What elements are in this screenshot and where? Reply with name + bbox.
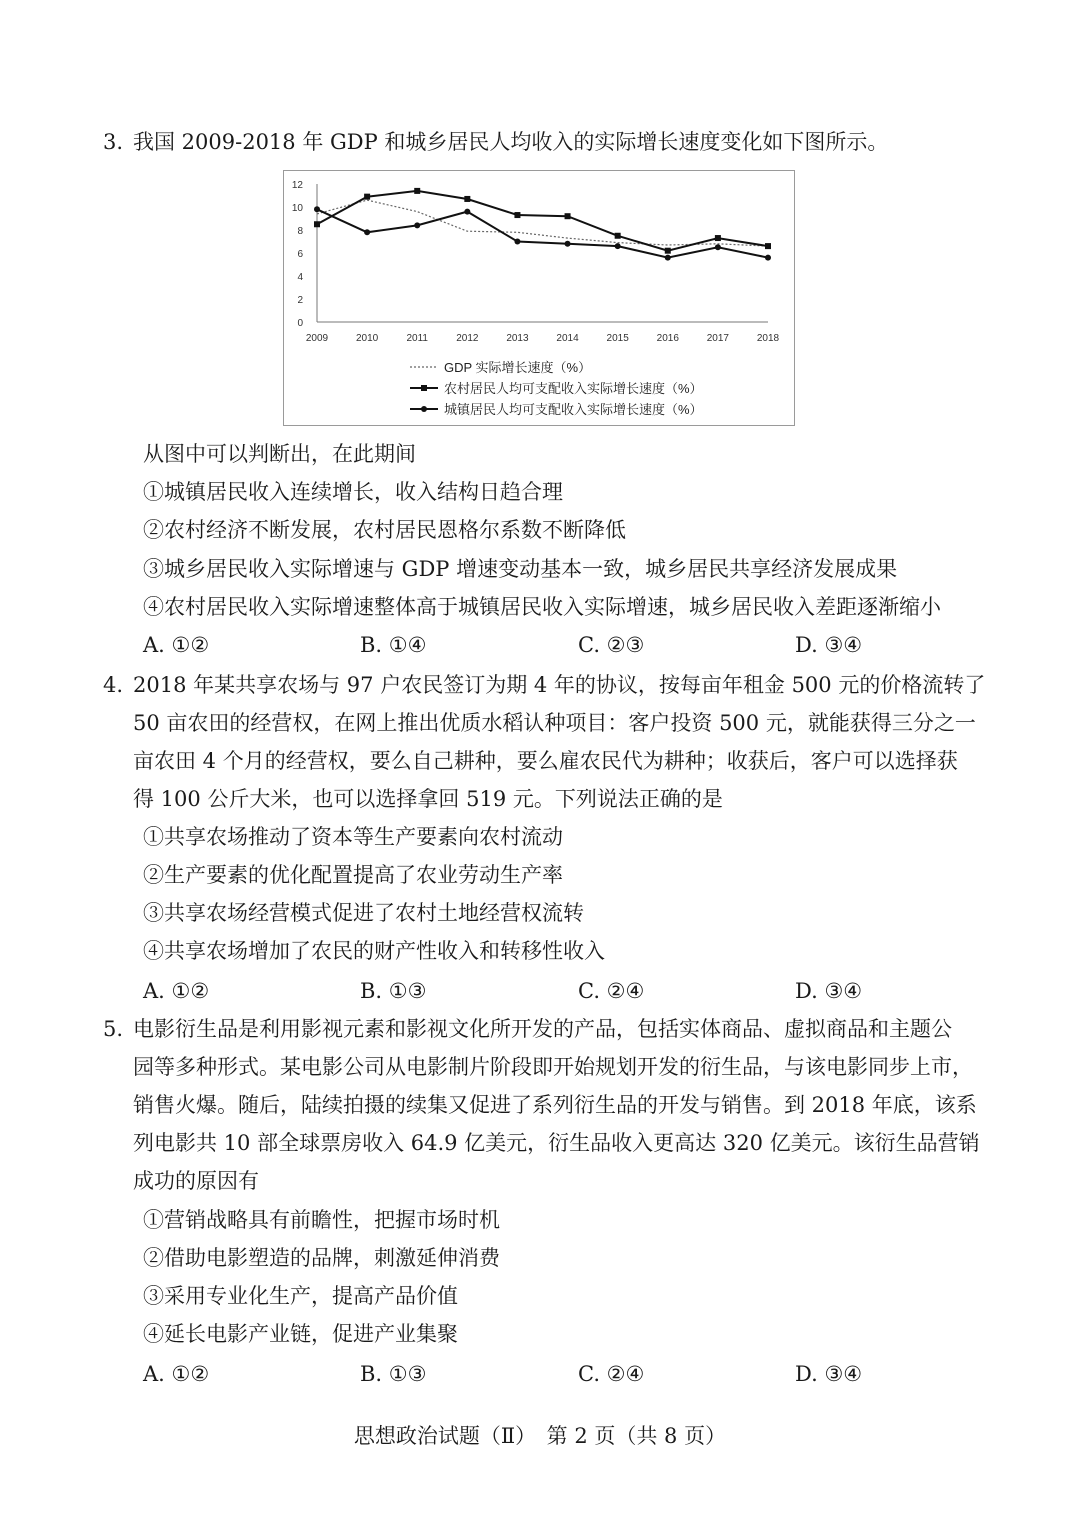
q5-line-4: 列电影共 10 部全球票房收入 64.9 亿美元，衍生品收入更高达 320 亿美元。该衍生品营销 [133,1131,980,1155]
y-tick-label: 8 [297,226,303,237]
q4-option-b[interactable]: B. ①③ [360,979,427,1003]
urban-data-point [615,243,621,249]
q4-line-4: 得 100 公斤大米，也可以选择拿回 519 元。下列说法正确的是 [133,787,723,811]
urban-data-point [464,209,470,215]
urban-data-point [414,222,420,228]
x-tick-label: 2014 [556,333,579,344]
q4-option-c[interactable]: C. ②④ [578,979,645,1003]
q5-number: 5. [103,1017,124,1041]
q5-option-a[interactable]: A. ①② [143,1362,210,1386]
q4-item-1: ①共享农场推动了资本等生产要素向农村流动 [143,825,563,849]
y-tick-label: 0 [297,318,303,329]
growth-chart-svg [284,171,794,425]
q5-item-1: ①营销战略具有前瞻性，把握市场时机 [143,1208,500,1232]
q3-option-a[interactable]: A. ①② [143,633,210,657]
x-tick-label: 2012 [456,333,479,344]
urban-data-point [715,244,721,250]
urban-data-point [364,229,370,235]
y-tick-label: 12 [291,180,303,191]
q5-line-3: 销售火爆。随后，陆续拍摄的续集又促进了系列衍生品的开发与销售。到 2018 年底，该系 [133,1093,977,1117]
rural-data-point [414,188,420,194]
q3-option-c[interactable]: C. ②③ [578,633,645,657]
q4-item-2: ②生产要素的优化配置提高了农业劳动生产率 [143,863,563,887]
rural-data-point [565,213,571,219]
y-tick-label: 6 [297,249,303,260]
rural-data-point [615,233,621,239]
page-footer: 思想政治试题（Ⅱ） 第 2 页（共 8 页） [353,1424,727,1448]
q3-item-4: ④农村居民收入实际增速整体高于城镇居民收入实际增速，城乡居民收入差距逐渐缩小 [143,595,941,619]
urban-data-point [665,255,671,261]
rural-data-point [665,248,671,254]
rural-data-point [765,243,771,249]
q4-number: 4. [103,673,124,697]
y-tick-label: 4 [297,272,303,283]
rural-data-point [364,194,370,200]
x-tick-label: 2009 [305,333,329,344]
q5-line-5: 成功的原因有 [133,1169,259,1193]
legend-label-2: 农村居民人均可支配收入实际增长速度（%） [444,381,703,396]
rural-data-point [715,235,721,241]
q3-item-3: ③城乡居民收入实际增速与 GDP 增速变动基本一致，城乡居民共享经济发展成果 [143,557,898,581]
urban-data-point [565,241,571,247]
legend-marker-square [421,385,427,391]
x-tick-label: 2013 [506,333,529,344]
y-tick-label: 10 [291,203,303,214]
q5-option-d[interactable]: D. ③④ [795,1362,863,1386]
q5-option-b[interactable]: B. ①③ [360,1362,427,1386]
q3-lead: 从图中可以判断出，在此期间 [143,442,416,466]
legend-label-3: 城镇居民人均可支配收入实际增长速度（%） [444,402,703,417]
q5-line-1: 电影衍生品是利用影视元素和影视文化所开发的产品，包括实体商品、虚拟商品和主题公 [133,1017,952,1041]
q4-item-3: ③共享农场经营模式促进了农村土地经营权流转 [143,901,584,925]
urban-data-point [765,255,771,261]
q3-item-1: ①城镇居民收入连续增长，收入结构日趋合理 [143,480,563,504]
legend-label-1: GDP 实际增长速度（%） [444,360,592,375]
q5-item-2: ②借助电影塑造的品牌，刺激延伸消费 [143,1246,500,1270]
q4-option-a[interactable]: A. ①② [143,979,210,1003]
q3-item-2: ②农村经济不断发展，农村居民恩格尔系数不断降低 [143,518,626,542]
q4-line-1: 2018 年某共享农场与 97 户农民签订为期 4 年的协议，按每亩年租金 500 元的价格流转了 [133,673,986,697]
x-tick-label: 2011 [406,333,428,344]
q4-item-4: ④共享农场增加了农民的财产性收入和转移性收入 [143,939,605,963]
x-tick-label: 2016 [656,333,679,344]
q4-line-3: 亩农田 4 个月的经营权，要么自己耕种，要么雇农民代为耕种；收获后，客户可以选择获 [133,749,958,773]
q3-number: 3. [103,130,124,154]
y-tick-label: 2 [297,295,303,306]
q5-item-3: ③采用专业化生产，提高产品价值 [143,1284,458,1308]
series-line-1 [317,200,768,246]
growth-chart [283,170,795,426]
q3-option-d[interactable]: D. ③④ [795,633,863,657]
legend-marker-circle [421,406,427,412]
rural-data-point [514,212,520,218]
q4-option-d[interactable]: D. ③④ [795,979,863,1003]
rural-data-point [314,221,320,227]
x-tick-label: 2015 [606,333,629,344]
q3-option-b[interactable]: B. ①④ [360,633,427,657]
x-tick-label: 2010 [355,333,379,344]
q3-stem: 我国 2009-2018 年 GDP 和城乡居民人均收入的实际增长速度变化如下图所示。 [133,130,889,154]
q5-line-2: 园等多种形式。某电影公司从电影制片阶段即开始规划开发的衍生品，与该电影同步上市， [133,1055,973,1079]
urban-data-point [314,206,320,212]
q5-option-c[interactable]: C. ②④ [578,1362,645,1386]
rural-data-point [464,196,470,202]
x-tick-label: 2017 [706,333,730,344]
x-tick-label: 2018 [756,333,780,344]
q4-line-2: 50 亩农田的经营权，在网上推出优质水稻认种项目：客户投资 500 元，就能获得三分之一 [133,711,976,735]
q5-item-4: ④延长电影产业链，促进产业集聚 [143,1322,458,1346]
urban-data-point [514,239,520,245]
